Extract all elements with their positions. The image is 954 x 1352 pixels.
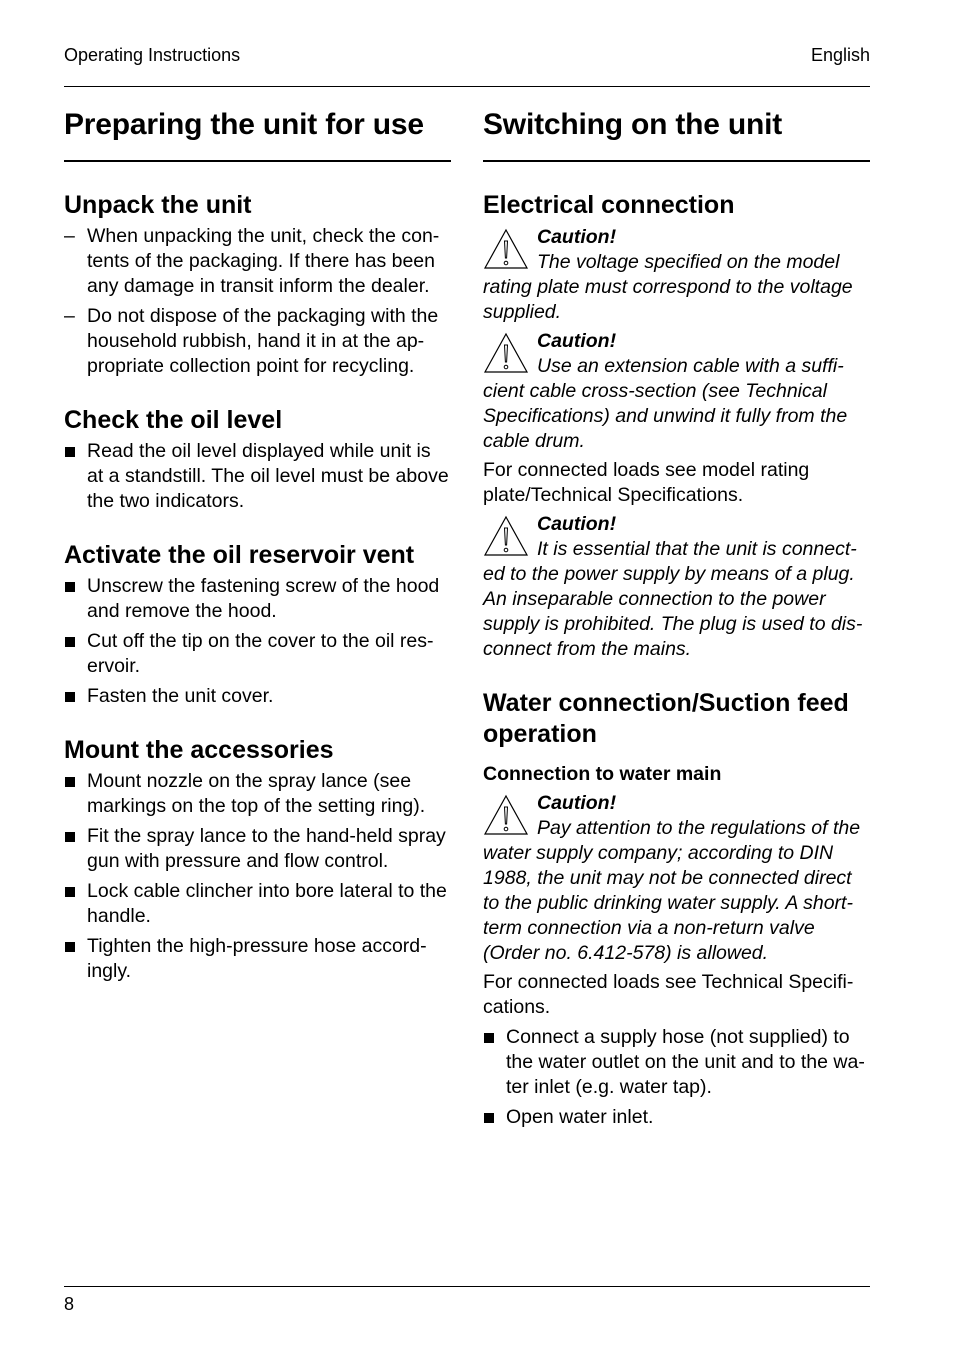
connected-loads-text: For connected loads see model rating plate/Technical Specifications. bbox=[483, 459, 810, 506]
square-bullet-icon bbox=[65, 582, 75, 592]
caution-title: Caution! bbox=[537, 513, 617, 535]
caution-title: Caution! bbox=[537, 226, 617, 248]
square-bullet-icon bbox=[65, 447, 75, 457]
square-bullet-icon bbox=[65, 777, 75, 787]
heading-oil-level: Check the oil level bbox=[64, 406, 283, 434]
square-bullet-icon bbox=[484, 1113, 494, 1123]
caution-title: Caution! bbox=[537, 330, 617, 352]
section-title-switching-on: Switching on the unit bbox=[483, 106, 870, 162]
list-item: Fit the spray lance to the hand-held spray gun with pressure and flow control. bbox=[64, 824, 451, 874]
footer-rule bbox=[64, 1286, 870, 1287]
warning-triangle-icon bbox=[483, 332, 529, 374]
list-item: Open water inlet. bbox=[483, 1105, 870, 1130]
list-item: Mount nozzle on the spray lance (see markings on the top of the setting ring). bbox=[64, 769, 451, 819]
caution-text: Use an extension cable with a suffi-cient cable cross-section (see Technical Specifications) and unwind it fully from the cable drum. bbox=[483, 355, 848, 452]
dash-marker: – bbox=[64, 305, 75, 327]
left-column bbox=[64, 106, 451, 989]
vent-list bbox=[64, 574, 451, 709]
square-bullet-icon bbox=[65, 692, 75, 702]
right-column bbox=[483, 106, 870, 1135]
list-item: Cut off the tip on the cover to the oil res-ervoir. bbox=[64, 629, 451, 679]
square-bullet-icon bbox=[484, 1033, 494, 1043]
warning-triangle-icon bbox=[483, 228, 529, 270]
unpack-list bbox=[64, 224, 451, 379]
caution-text: It is essential that the unit is connect-ed to the power supply by means of a plug. An inseparable connection to the power supply is prohibited. The plug is used to dis-connect from the mains. bbox=[483, 538, 863, 660]
caution-title: Caution! bbox=[537, 792, 617, 814]
list-item: Connect a supply hose (not supplied) to the water outlet on the unit and to the wa-ter inlet (e.g. water tap). bbox=[483, 1025, 870, 1100]
water-steps-list bbox=[483, 1025, 870, 1130]
square-bullet-icon bbox=[65, 832, 75, 842]
square-bullet-icon bbox=[65, 887, 75, 897]
dash-marker: – bbox=[64, 225, 75, 247]
list-item: Read the oil level displayed while unit is at a standstill. The oil level must be above the two indicators. bbox=[64, 439, 451, 514]
caution-block bbox=[483, 512, 870, 662]
oil-level-list bbox=[64, 439, 451, 514]
list-item: – Do not dispose of the packaging with the household rubbish, hand it in at the ap-propriate collection point for recycling. bbox=[64, 305, 439, 377]
list-item: – When unpacking the unit, check the con-tents of the packaging. If there has been any damage in transit inform the dealer. bbox=[64, 225, 440, 297]
heading-unpack: Unpack the unit bbox=[64, 191, 252, 219]
page-number: 8 bbox=[64, 1294, 75, 1314]
accessories-list bbox=[64, 769, 451, 984]
square-bullet-icon bbox=[65, 942, 75, 952]
list-item: Lock cable clincher into bore lateral to the handle. bbox=[64, 879, 451, 929]
list-item: Fasten the unit cover. bbox=[64, 684, 451, 709]
caution-block bbox=[483, 225, 870, 325]
heading-water-connection: Water connection/Suction feed operation bbox=[483, 689, 849, 748]
list-item: Tighten the high-pressure hose accord-ingly. bbox=[64, 934, 451, 984]
header-document-title: Operating Instructions bbox=[64, 45, 241, 65]
heading-accessories: Mount the accessories bbox=[64, 736, 334, 764]
warning-triangle-icon bbox=[483, 515, 529, 557]
square-bullet-icon bbox=[65, 637, 75, 647]
list-item: Unscrew the fastening screw of the hood and remove the hood. bbox=[64, 574, 451, 624]
subheading-water-main: Connection to water main bbox=[483, 763, 722, 785]
page-header bbox=[64, 44, 870, 87]
section-title-preparing: Preparing the unit for use bbox=[64, 106, 451, 162]
caution-text: The voltage specified on the model rating plate must correspond to the voltage supplied. bbox=[483, 251, 853, 323]
connected-loads-text: For connected loads see Technical Specifi-cations. bbox=[483, 971, 854, 1018]
caution-block bbox=[483, 791, 870, 966]
header-language: English bbox=[810, 45, 870, 65]
caution-block bbox=[483, 329, 870, 454]
warning-triangle-icon bbox=[483, 794, 529, 836]
caution-text: Pay attention to the regulations of the water supply company; according to DIN 1988, the unit may not be connected direct to the public drinking water supply. A short-term connection via a non-return valve (Order no. 6.412-578) is allowed. bbox=[483, 817, 861, 964]
heading-electrical: Electrical connection bbox=[483, 191, 735, 219]
heading-vent: Activate the oil reservoir vent bbox=[64, 541, 415, 569]
